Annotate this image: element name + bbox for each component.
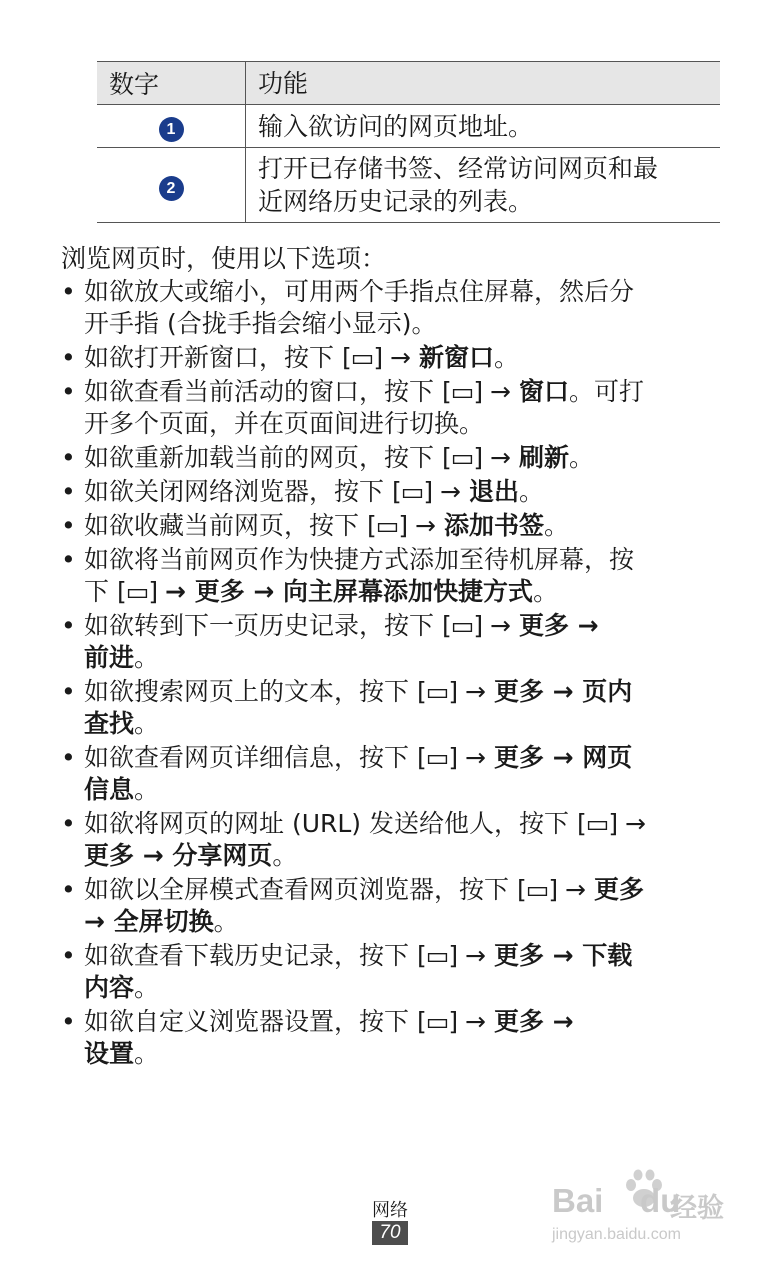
watermark-url: jingyan.baidu.com	[552, 1226, 681, 1243]
row2-function: 打开已存储书签、经常访问网页和最 近网络历史记录的列表。	[246, 148, 721, 223]
number-badge-1: 1	[159, 117, 184, 142]
intro-text: 浏览网页时，使用以下选项：	[61, 244, 387, 273]
menu-key-icon: [▭]	[416, 743, 458, 772]
menu-key-icon: [▭]	[441, 611, 483, 640]
menu-key-icon: [▭]	[116, 577, 158, 606]
list-item: • 如欲打开新窗口，按下 [▭] → 新窗口。	[61, 343, 519, 372]
list-item: • 如欲查看当前活动的窗口，按下 [▭] → 窗口。可打 开多个页面，并在页面间进行切换。	[61, 377, 644, 438]
watermark-brand: Bai du	[552, 1182, 681, 1219]
menu-key-icon: [▭]	[416, 677, 458, 706]
table-row	[97, 105, 720, 148]
function-table	[97, 61, 720, 223]
table-row	[97, 148, 720, 223]
menu-key-icon: [▭]	[341, 343, 383, 372]
number-badge-2: 2	[159, 176, 184, 201]
list-item: • 如欲查看网页详细信息，按下 [▭] → 更多 → 网页 信息。	[61, 743, 633, 804]
header-num: 数字	[97, 62, 246, 105]
footer-section-label: 网络	[372, 1200, 408, 1221]
menu-key-icon: [▭]	[391, 477, 433, 506]
list-item: • 如欲查看下载历史记录，按下 [▭] → 更多 → 下载 内容。	[61, 941, 633, 1002]
menu-key-icon: [▭]	[416, 941, 458, 970]
list-item: • 如欲以全屏模式查看网页浏览器，按下 [▭] → 更多 → 全屏切换。	[61, 875, 644, 936]
menu-key-icon: [▭]	[416, 1007, 458, 1036]
row1-function: 输入欲访问的网页地址。	[246, 105, 721, 148]
options-list	[61, 276, 721, 1072]
watermark-cn: 经验	[670, 1193, 724, 1224]
list-item: • 如欲将当前网页作为快捷方式添加至待机屏幕，按 下 [▭] → 更多 → 向主屏幕添加快捷方式。	[61, 545, 635, 606]
list-item: • 如欲放大或缩小，可用两个手指点住屏幕，然后分 开手指 (合拢手指会缩小显示)。	[61, 277, 635, 338]
baidu-watermark	[552, 1168, 734, 1250]
list-item: • 如欲将网页的网址 (URL) 发送给他人，按下 [▭] → 更多 → 分享网页。	[61, 809, 646, 870]
header-function: 功能	[246, 62, 721, 105]
menu-key-icon: [▭]	[441, 443, 483, 472]
menu-key-icon: [▭]	[576, 809, 618, 838]
list-item: • 如欲转到下一页历史记录，按下 [▭] → 更多 → 前进。	[61, 611, 599, 672]
list-item: • 如欲关闭网络浏览器，按下 [▭] → 退出。	[61, 477, 544, 506]
menu-key-icon: [▭]	[441, 377, 483, 406]
table-header	[97, 62, 720, 105]
list-item: • 如欲自定义浏览器设置，按下 [▭] → 更多 → 设置。	[61, 1007, 574, 1068]
page-number: 70	[372, 1221, 408, 1245]
list-item: • 如欲搜索网页上的文本，按下 [▭] → 更多 → 页内 查找。	[61, 677, 633, 738]
list-item: • 如欲重新加载当前的网页，按下 [▭] → 刷新。	[61, 443, 594, 472]
menu-key-icon: [▭]	[516, 875, 558, 904]
menu-key-icon: [▭]	[366, 511, 408, 540]
list-item: • 如欲收藏当前网页，按下 [▭] → 添加书签。	[61, 511, 569, 540]
